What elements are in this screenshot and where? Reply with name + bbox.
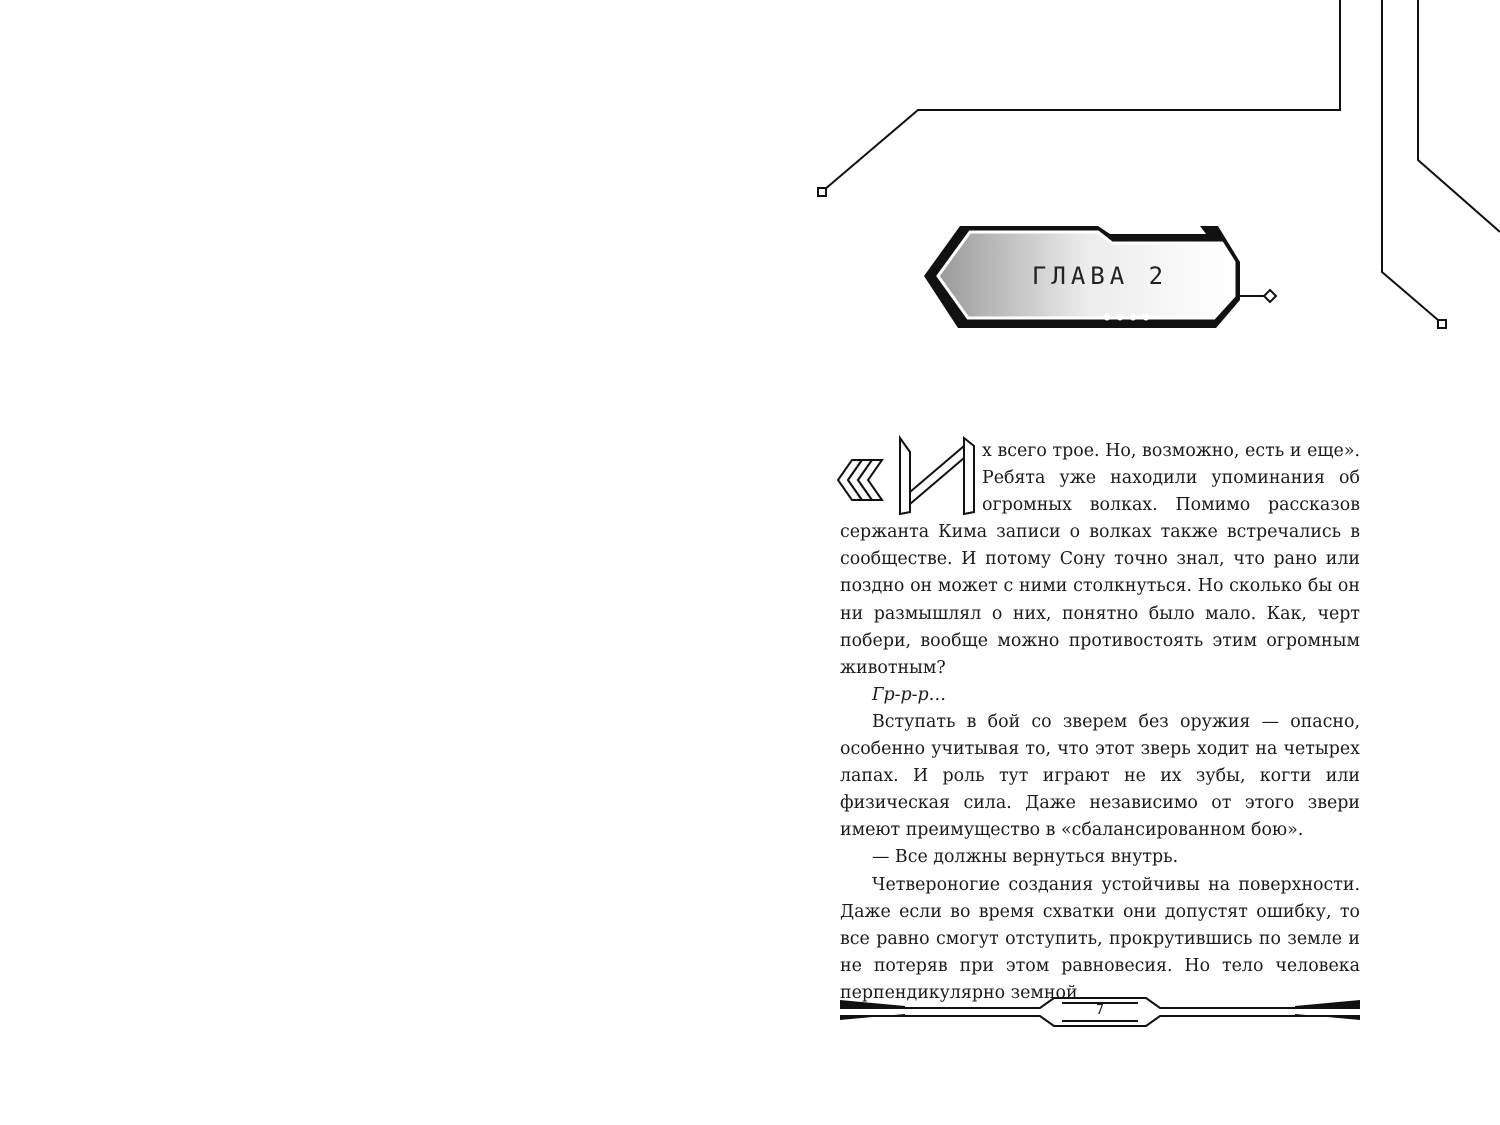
paragraph: Гр-р-р… [872, 684, 947, 705]
paragraph: х всего трое. Но, возможно, есть и еще». Ребята уже находили упоминания об огромных волках. Помимо рассказов сержанта Кима записи о волках также встречались в сообществе. И потому Сону точно знал, что рано или поздно он может с ними столкнуться. Но сколько бы он ни размышлял о них, понятно было мало. Как, черт побери, вообще можно противостоять этим огромным животным? [840, 441, 1360, 678]
chapter-title: ГЛАВА 2 [1031, 262, 1169, 290]
paragraph: — Все должны вернуться внутрь. [872, 847, 1179, 868]
paragraph: Четвероногие создания устойчивы на поверхности. Даже если во время схватки они допустят ошибку, то все равно смогут отступить, прокрутившись по земле и не потеряв при этом равновесия. Но тело человека перпендикулярно земной [840, 874, 1360, 1003]
paragraph: Вступать в бой со зверем без оружия — опасно, особенно учитывая то, что этот зверь ходит на четырех лапах. И роль тут играют не их зубы, когти или физическая сила. Даже независимо от этого звери имеют преимущество в «сбалансированном бою». [840, 711, 1360, 841]
page-number: 7 [1096, 1003, 1104, 1018]
